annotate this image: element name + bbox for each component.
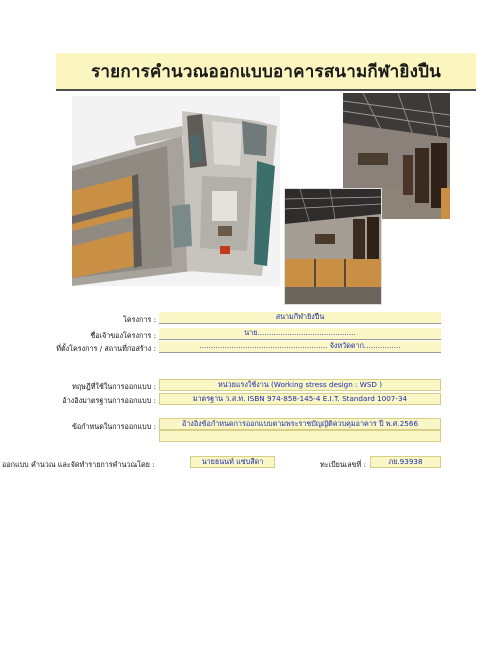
project-field[interactable]: สนามกีฬายิงปืน [159,312,441,324]
theory-field[interactable]: หน่วยแรงใช้งาน (Working stress design : WSD ) [159,379,441,391]
title-bar [56,53,476,91]
regulation-field[interactable]: อ้างอิงข้อกำหนดการออกแบบตามพระราชบัญญัติควบคุมอาคาร ปี พ.ศ.2566 [159,418,441,430]
regulation-field-2[interactable] [159,430,441,442]
location-label: ที่ตั้งโครงการ / สถานที่ก่อสร้าง : [56,344,156,353]
registration-label: ทะเบียนเลขที่ : [320,460,366,469]
regulation-label: ข้อกำหนดในการออกแบบ : [71,422,156,431]
registration-field[interactable]: ภย.93938 [370,456,441,468]
page-title: รายการคำนวณออกแบบอาคารสนามกีฬายิงปืน [91,61,441,82]
location-field[interactable]: ........................................................ จังหวัดตาก................ [159,341,441,353]
theory-label: ทฤษฎีที่ใช้ในการออกแบบ : [72,382,156,391]
standard-field[interactable]: มาตรฐาน ว.ส.ท. ISBN 974-858-145-4 E.I.T. Standard 1007-34 [159,393,441,405]
owner-label: ชื่อเจ้าของโครงการ : [90,331,156,340]
building-render-aerial [72,96,280,286]
owner-field[interactable]: นาย........................................... [159,328,441,340]
designer-field[interactable]: นายธนนท์ แซ่บสีดา [190,456,275,468]
standard-label: อ้างอิงมาตรฐานการออกแบบ : [62,396,156,405]
interior-render-lanes [284,188,382,305]
project-label: โครงการ : [123,315,156,324]
designer-label: ออกแบบ คำนวณ และจัดทำรายการคำนวณโดย : [2,460,155,469]
